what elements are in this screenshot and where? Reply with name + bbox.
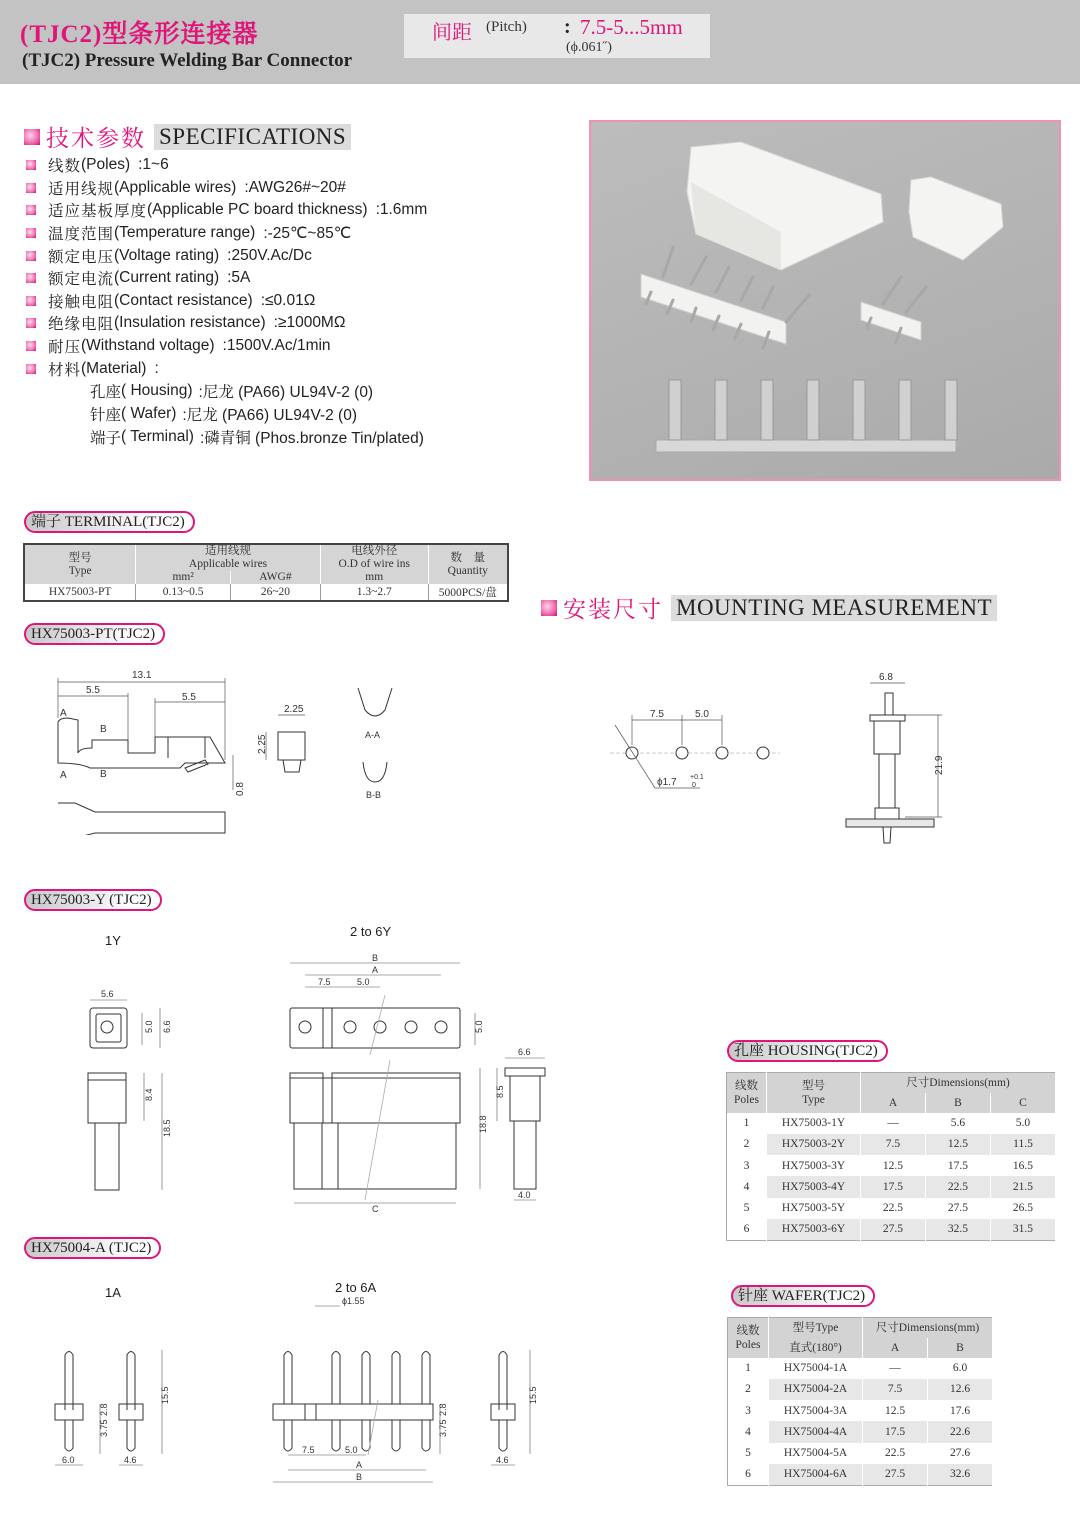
dim-total: 13.1	[132, 670, 152, 681]
spec-en: (Current rating)	[114, 269, 220, 287]
spec-cn: 耐压	[48, 339, 82, 357]
table-cell: 5.0	[990, 1113, 1055, 1134]
wafer-table	[727, 1317, 993, 1486]
table-cell: 1	[727, 1113, 767, 1134]
table-cell: 1	[728, 1358, 769, 1379]
spec-item	[26, 335, 546, 358]
th-poles	[728, 1318, 769, 1358]
table-cell: 17.6	[928, 1400, 993, 1421]
terminal-side-outline	[58, 718, 225, 768]
dim-b-label: B	[372, 953, 379, 963]
th-poles	[727, 1073, 767, 1113]
mounting-drawing	[600, 665, 960, 855]
table-row	[728, 1443, 993, 1464]
pitch-sub: (ϕ.061˝)	[566, 40, 612, 55]
spec-cn: 材料	[48, 361, 82, 379]
spec-value: :1~6	[138, 156, 169, 174]
table-cell: —	[861, 1113, 926, 1134]
table-cell: 11.5	[990, 1134, 1055, 1155]
dim-1y-top: 8.4	[144, 1088, 154, 1101]
spec-value: :5A	[227, 269, 251, 287]
dim-wafer-pitch-2: 5.0	[345, 1445, 358, 1455]
dim-multi-d1: 2.8	[438, 1403, 448, 1416]
spec-en: (Applicable PC board thickness)	[147, 201, 368, 219]
header-text: 线数	[735, 1079, 758, 1092]
spec-item	[26, 222, 546, 245]
spec-cn: 额定电压	[48, 248, 115, 266]
dim-pitch-1: 7.5	[318, 977, 331, 987]
th-type	[24, 544, 136, 584]
table-cell: 4	[728, 1421, 769, 1442]
dim-pin-dia: ϕ1.55	[342, 1296, 365, 1306]
housing-table-label: 孔座 HOUSING(TJC2)	[727, 1040, 888, 1062]
terminal-carrier-strip	[656, 440, 956, 452]
table-cell: 6	[728, 1464, 769, 1485]
wafer-table-label: 针座 WAFER(TJC2)	[731, 1285, 875, 1307]
housing-drawing-label: HX75003-Y (TJC2)	[24, 889, 162, 911]
material-item	[26, 380, 546, 403]
table-cell: 12.5	[925, 1134, 990, 1155]
th-od	[320, 544, 428, 571]
table-cell: 4	[727, 1176, 767, 1197]
terminal-end-view	[278, 732, 305, 760]
th-b: B	[925, 1093, 990, 1113]
table-cell: 22.6	[928, 1421, 993, 1442]
spec-item	[26, 244, 546, 267]
table-cell: 32.5	[925, 1219, 990, 1240]
dim-1a-d2: 3.75	[99, 1419, 109, 1437]
housing-multi-title: 2 to 6Y	[350, 924, 392, 939]
title-en: (TJC2) Pressure Welding Bar Connector	[22, 50, 353, 71]
dim-pitch-2: 5.0	[357, 977, 370, 987]
square-bullet-icon	[26, 296, 36, 306]
spec-value: :1.6mm	[375, 201, 428, 219]
spec-cn: 温度范围	[48, 226, 115, 244]
mount-hole-dia: ϕ1.7	[657, 777, 677, 788]
square-bullet-icon	[26, 341, 36, 351]
section-aa-label: A-A	[365, 730, 381, 740]
square-bullet-icon	[541, 600, 557, 616]
table-row	[728, 1464, 993, 1485]
wafer-1a-side	[119, 1404, 143, 1420]
wafer-6p-shape	[641, 274, 786, 344]
terminal-top-outline	[58, 803, 225, 835]
specifications-heading-en: SPECIFICATIONS	[154, 124, 351, 150]
table-cell: HX75004-4A	[769, 1421, 863, 1442]
housing-2p-shape	[909, 177, 1003, 260]
square-bullet-icon	[26, 318, 36, 328]
table-cell: HX75004-6A	[769, 1464, 863, 1485]
table-cell: HX75003-5Y	[767, 1198, 861, 1219]
table-cell: HX75003-6Y	[767, 1219, 861, 1240]
dim-1y-w: 5.6	[101, 989, 114, 999]
spec-value: :AWG26#~20#	[244, 178, 346, 196]
table-cell: 17.5	[925, 1155, 990, 1176]
spec-item	[26, 154, 546, 177]
material-item	[26, 426, 546, 449]
spec-cn: 额定电流	[48, 271, 115, 289]
header-text: Quantity	[447, 564, 488, 577]
spec-value: :-25℃~85℃	[263, 224, 352, 242]
spec-en: (Contact resistance)	[114, 291, 253, 309]
wafer-drawing	[20, 1270, 590, 1490]
square-bullet-icon	[26, 273, 36, 283]
header-text: 适用线规	[205, 545, 252, 557]
dim-side-b: 4.0	[518, 1190, 531, 1200]
spec-list	[26, 154, 546, 449]
spec-en: (Withstand voltage)	[81, 337, 215, 355]
spec-item	[26, 290, 546, 313]
terminal-strip-contacts	[669, 380, 957, 440]
mounting-heading-cn: 安装尺寸	[563, 596, 663, 622]
dim-1y-total: 18.5	[162, 1119, 172, 1137]
material-en: ( Wafer)	[121, 405, 177, 423]
table-cell: 5	[728, 1443, 769, 1464]
table-cell: 17.5	[861, 1176, 926, 1197]
table-cell: 5.6	[925, 1113, 990, 1134]
table-cell: 6	[727, 1219, 767, 1240]
dim-h: 2.25	[257, 734, 268, 754]
table-cell: 17.5	[863, 1421, 928, 1442]
spec-value: :	[154, 359, 159, 377]
wafer-multi-title: 2 to 6A	[335, 1280, 377, 1295]
dim-wafer-pitch-1: 7.5	[302, 1445, 315, 1455]
spec-cn: 适用线规	[48, 180, 115, 198]
dim-multi-d2: 3.75	[438, 1419, 448, 1437]
housing-table	[726, 1072, 1056, 1241]
terminal-drawing-label: HX75003-PT(TJC2)	[24, 623, 165, 645]
table-row	[24, 584, 508, 601]
spec-item	[26, 312, 546, 335]
table-cell: 26.5	[990, 1198, 1055, 1219]
material-value: :尼龙 (PA66) UL94V-2 (0)	[198, 384, 374, 402]
mount-tol-zero: 0	[692, 782, 696, 789]
mark-a-bottom: A	[60, 770, 67, 781]
header-text: 线数	[736, 1324, 760, 1337]
table-row	[728, 1421, 993, 1442]
header-text: 电线外径	[351, 545, 398, 557]
spec-cn: 线数	[48, 158, 82, 176]
header-text: Poles	[734, 1093, 759, 1106]
spec-cn: 接触电阻	[48, 293, 115, 311]
table-cell: 22.5	[925, 1176, 990, 1197]
square-bullet-icon	[24, 129, 40, 145]
table-cell: HX75004-3A	[769, 1400, 863, 1421]
mount-tol-plus: +0.1	[690, 774, 704, 781]
mounting-heading-en: MOUNTING MEASUREMENT	[671, 595, 997, 621]
material-value: :尼龙 (PA66) UL94V-2 (0)	[182, 407, 358, 425]
wafer-multi-body	[273, 1404, 433, 1420]
th-qty	[428, 544, 508, 584]
table-cell: —	[863, 1358, 928, 1379]
th-b: B	[928, 1338, 993, 1358]
header-text: 型号	[802, 1079, 825, 1092]
dim-wafer-a: A	[356, 1460, 363, 1470]
spec-en: (Voltage rating)	[114, 246, 220, 264]
table-cell: 27.5	[861, 1219, 926, 1240]
terminal-drawing	[20, 660, 440, 835]
table-cell: 21.5	[990, 1176, 1055, 1197]
table-row	[727, 1219, 1056, 1240]
square-bullet-icon	[26, 160, 36, 170]
mount-pitch-2: 5.0	[695, 709, 709, 720]
dim-side-pin-total: 15.5	[528, 1386, 538, 1404]
dim-1y-h1: 5.0	[144, 1020, 154, 1033]
header-text: Applicable wires	[188, 558, 268, 570]
header-band	[0, 0, 1080, 84]
spec-value: :1500V.Ac/1min	[222, 337, 331, 355]
table-cell: HX75003-2Y	[767, 1134, 861, 1155]
table-cell: HX75004-5A	[769, 1443, 863, 1464]
material-cn: 孔座	[90, 384, 122, 402]
table-cell: HX75003-4Y	[767, 1176, 861, 1197]
dim-side-w: 6.6	[518, 1047, 531, 1057]
table-cell: 32.6	[928, 1464, 993, 1485]
dim-wafer-b: B	[356, 1472, 363, 1482]
spec-item	[26, 177, 546, 200]
table-row	[727, 1134, 1056, 1155]
spec-cn: 适应基板厚度	[48, 203, 148, 221]
material-value: :磷青铜 (Phos.bronze Tin/plated)	[199, 430, 424, 448]
dim-a-label: A	[372, 965, 379, 975]
connector-illustration	[591, 122, 1059, 479]
header-text: Poles	[735, 1338, 761, 1351]
table-row	[728, 1358, 993, 1379]
dim-1a-d1: 2.8	[99, 1403, 109, 1416]
table-cell: 2	[728, 1379, 769, 1400]
mark-b-top: B	[100, 724, 107, 735]
housing-multi-front	[290, 1073, 323, 1123]
th-a: A	[861, 1093, 926, 1113]
table-cell: 27.5	[925, 1198, 990, 1219]
table-cell: 7.5	[861, 1134, 926, 1155]
dim-1a-w: 6.0	[62, 1455, 75, 1465]
mounted-housing-side	[846, 693, 934, 843]
section-bb-label: B-B	[366, 790, 382, 800]
spec-item	[26, 267, 546, 290]
mark-a-top: A	[60, 708, 67, 719]
mount-height: 21.9	[934, 755, 945, 775]
th-awg: AWG#	[231, 571, 321, 584]
pitch-label: (Pitch)	[486, 19, 527, 35]
dim-c-label: C	[372, 1204, 379, 1214]
material-cn: 针座	[90, 407, 122, 425]
spec-en: (Insulation resistance)	[114, 314, 266, 332]
dim-1a-side: 4.6	[124, 1455, 137, 1465]
spec-item	[26, 357, 546, 380]
wafer-1a-body	[55, 1404, 83, 1420]
table-cell: 2	[727, 1134, 767, 1155]
th-type: 型号Type	[769, 1318, 863, 1338]
pitch-value: 7.5-5...5mm	[580, 15, 683, 39]
dim-t: 0.8	[235, 782, 246, 796]
table-cell: 5	[727, 1198, 767, 1219]
table-cell: 7.5	[863, 1379, 928, 1400]
square-bullet-icon	[26, 205, 36, 215]
table-cell: 3	[727, 1155, 767, 1176]
table-cell: 6.0	[928, 1358, 993, 1379]
table-row	[727, 1155, 1056, 1176]
wafer-side-body	[491, 1404, 515, 1420]
spec-value: :250V.Ac/Dc	[227, 246, 312, 264]
header-text: O.D of wire ins	[338, 558, 410, 570]
wafer-side-pin	[499, 1352, 507, 1411]
cell-awg: 26~20	[231, 584, 321, 601]
header-text: Type	[68, 564, 92, 577]
header-text: Type	[802, 1093, 825, 1106]
spec-value: :≤0.01Ω	[260, 291, 316, 309]
th-wires	[136, 544, 321, 571]
specifications-heading-cn: 技术参数	[46, 125, 146, 151]
terminal-label: 端子 TERMINAL(TJC2)	[24, 511, 195, 533]
dim-side-top: 8.5	[495, 1085, 505, 1098]
table-cell: 22.5	[863, 1443, 928, 1464]
section-bb-shape	[363, 762, 387, 782]
dim-a: 5.5	[86, 685, 100, 696]
table-cell: 22.5	[861, 1198, 926, 1219]
th-dims: 尺寸Dimensions(mm)	[861, 1073, 1056, 1093]
cell-qty: 5000PCS/盘	[428, 584, 508, 601]
th-c: C	[990, 1093, 1055, 1113]
square-bullet-icon	[26, 251, 36, 261]
dim-side-w: 4.6	[496, 1455, 509, 1465]
table-cell: 12.5	[861, 1155, 926, 1176]
table-cell: 27.5	[863, 1464, 928, 1485]
wafer-drawing-label: HX75004-A (TJC2)	[24, 1237, 161, 1259]
mark-b-bottom: B	[100, 769, 107, 780]
th-a: A	[863, 1338, 928, 1358]
wafer-1a-pin	[65, 1352, 73, 1411]
table-row	[728, 1379, 993, 1400]
th-style: 直式(180°)	[769, 1338, 863, 1358]
wafer-multi-pins	[284, 1352, 430, 1452]
terminal-table	[23, 543, 509, 602]
material-cn: 端子	[90, 430, 122, 448]
th-mm2: mm²	[136, 571, 231, 584]
square-bullet-icon	[26, 228, 36, 238]
housing-side	[505, 1068, 545, 1076]
mounting-heading	[541, 591, 997, 624]
table-cell: 12.6	[928, 1379, 993, 1400]
table-cell: HX75003-1Y	[767, 1113, 861, 1134]
housing-drawing	[20, 915, 590, 1215]
material-en: ( Housing)	[121, 382, 193, 400]
spec-en: (Material)	[81, 359, 147, 377]
table-row	[727, 1176, 1056, 1197]
header-text: 数 量	[450, 551, 486, 564]
table-cell: HX75004-1A	[769, 1358, 863, 1379]
pitch-cn: 间距	[432, 22, 472, 44]
dim-side-total: 18.8	[478, 1115, 488, 1133]
table-cell: 16.5	[990, 1155, 1055, 1176]
housing-multi-top	[290, 1008, 460, 1048]
table-row	[727, 1198, 1056, 1219]
product-photo	[589, 120, 1061, 481]
table-cell: 12.5	[863, 1400, 928, 1421]
material-item	[26, 403, 546, 426]
th-dims: 尺寸Dimensions(mm)	[863, 1318, 993, 1338]
table-cell: HX75004-2A	[769, 1379, 863, 1400]
wafer-1a-title: 1A	[105, 1285, 121, 1300]
table-cell: 27.6	[928, 1443, 993, 1464]
table-cell: 3	[728, 1400, 769, 1421]
cell-od: 1.3~2.7	[320, 584, 428, 601]
header-text: 型号	[68, 551, 92, 564]
material-en: ( Terminal)	[121, 428, 194, 446]
cell-mm2: 0.13~0.5	[136, 584, 231, 601]
table-row	[728, 1400, 993, 1421]
spec-en: (Poles)	[81, 156, 131, 174]
th-type	[767, 1073, 861, 1113]
terminal-lance	[185, 760, 208, 772]
dim-w: 2.25	[284, 704, 304, 715]
mount-pitch-1: 7.5	[650, 709, 664, 720]
square-bullet-icon	[26, 364, 36, 374]
table-row	[727, 1113, 1056, 1134]
dim-multi-h: 5.0	[474, 1020, 484, 1033]
pitch-colon: :	[564, 16, 571, 38]
specifications-heading	[24, 120, 351, 153]
spec-value: :≥1000MΩ	[273, 314, 346, 332]
pitch-box	[404, 14, 710, 58]
dim-1y-h2: 6.6	[162, 1020, 172, 1033]
spec-en: (Temperature range)	[114, 224, 256, 242]
title-cn: (TJC2)型条形连接器	[20, 21, 259, 48]
spec-en: (Applicable wires)	[114, 178, 237, 196]
housing-1y-title: 1Y	[105, 933, 121, 948]
table-cell: 31.5	[990, 1219, 1055, 1240]
mount-width: 6.8	[879, 672, 893, 683]
spec-cn: 绝缘电阻	[48, 316, 115, 334]
spec-item	[26, 199, 546, 222]
section-aa-shape	[358, 688, 392, 716]
table-cell: HX75003-3Y	[767, 1155, 861, 1176]
square-bullet-icon	[26, 183, 36, 193]
th-mm: mm	[320, 571, 428, 584]
dim-1a-pin-total: 15.5	[160, 1386, 170, 1404]
cell-type: HX75003-PT	[24, 584, 136, 601]
dim-b: 5.5	[182, 692, 196, 703]
